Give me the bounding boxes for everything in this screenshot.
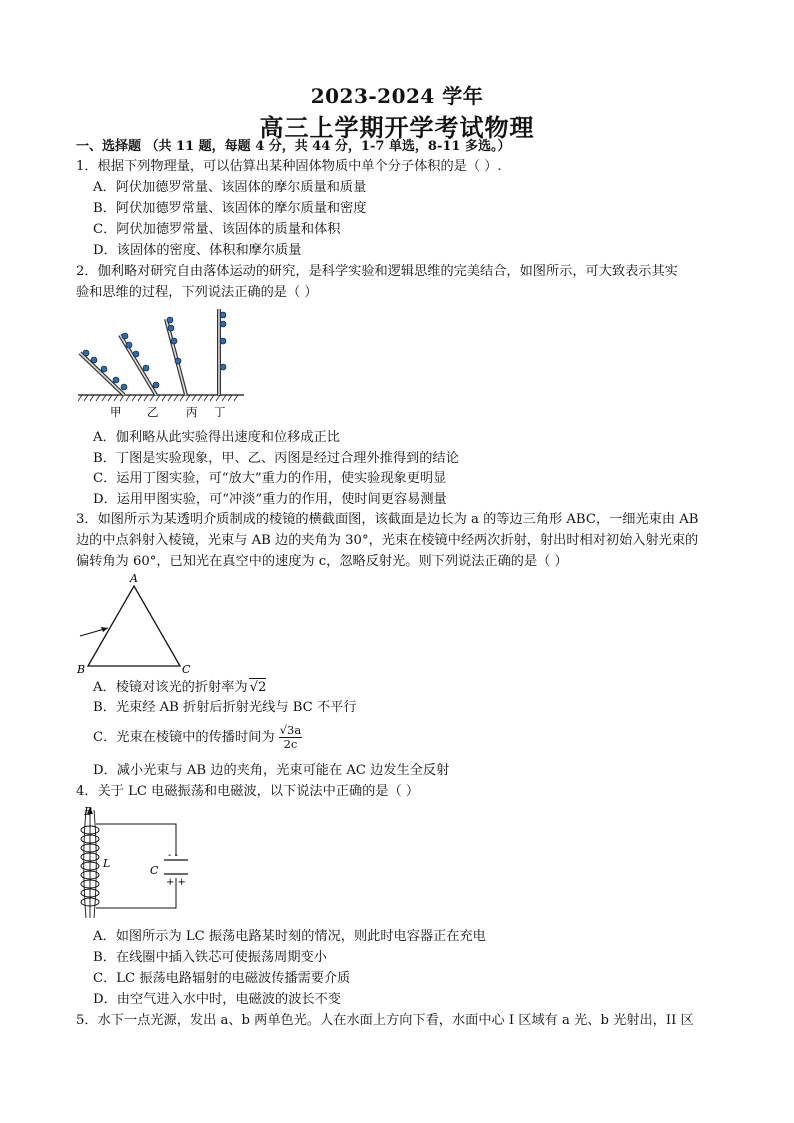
q2-stem-line1: 2．伽利略对研究自由落体运动的研究，是科学实验和逻辑思维的完美结合，如图所示，可大致表示其实 xyxy=(76,264,678,279)
q4-option-d: D．由空气进入水中时，电磁波的波长不变 xyxy=(93,992,341,1007)
q2-option-a: A．伽利略从此实验得出速度和位移成正比 xyxy=(93,430,340,445)
q1-option-a: A．阿伏加德罗常量、该固体的摩尔质量和质量 xyxy=(93,180,367,195)
q3-option-b: B．光束经 AB 折射后折射光线与 BC 不平行 xyxy=(93,700,357,715)
plate-charge-negative: - - xyxy=(168,850,178,861)
galileo-incline-figure xyxy=(76,305,246,423)
fraction-numerator: √3a xyxy=(279,723,302,737)
vertex-label-b: B xyxy=(77,663,86,674)
q3-option-c xyxy=(93,723,302,753)
figure-label-yi: 乙 xyxy=(147,405,159,419)
figure-label-ding: 丁 xyxy=(214,405,226,419)
lc-circuit-figure xyxy=(66,804,196,924)
circuit-wire-top xyxy=(96,824,176,856)
q1-stem: 1．根据下列物理量，可以估算出某种固体物质中单个分子体积的是（ ）. xyxy=(76,159,502,174)
q2-option-b: B．丁图是实验现象，甲、乙、丙图是经过合理外推得到的结论 xyxy=(93,451,459,466)
q1-option-c: C．阿伏加德罗常量、该固体的质量和体积 xyxy=(93,222,341,237)
q3-stem-line3: 偏转角为 60°，已知光在真空中的速度为 c，忽略反射光。则下列说法正确的是（ ） xyxy=(76,554,568,569)
q3-option-a-value: √2 xyxy=(249,680,267,695)
inductor-label-l: L xyxy=(103,857,111,870)
field-label-b: B xyxy=(84,805,93,818)
fraction-denominator: 2c xyxy=(283,737,298,751)
incline-bing xyxy=(166,317,186,395)
vertex-label-a: A xyxy=(130,572,138,585)
plate-charge-positive: + + xyxy=(166,877,186,888)
q3-option-c-fraction xyxy=(279,724,303,751)
q5-stem: 5．水下一点光源，发出 a、b 两单色光。人在水面上方向下看，水面中心 I 区域有 a 光、b 光射出，II 区 xyxy=(76,1013,694,1028)
q3-stem-line1: 3．如图所示为某透明介质制成的棱镜的横截面图，该截面是边长为 a 的等边三角形 ABC，一细光束由 AB xyxy=(76,512,699,527)
incline-ding xyxy=(219,309,226,395)
q1-option-b: B．阿伏加德罗常量、该固体的摩尔质量和密度 xyxy=(93,201,367,216)
q2-option-d: D．运用甲图实验，可“冲淡”重力的作用，使时间更容易测量 xyxy=(93,492,447,507)
figure-label-bing: 丙 xyxy=(186,405,198,419)
triangle-abc xyxy=(88,586,180,666)
q2-option-c: C．运用丁图实验，可“放大”重力的作用，使实验现象更明显 xyxy=(93,471,447,486)
q4-stem: 4．关于 LC 电磁振荡和电磁波，以下说法中正确的是（ ） xyxy=(76,784,420,799)
q3-stem-line2: 边的中点斜射入棱镜，光束与 AB 边的夹角为 30°，光束在棱镜中经两次折射，射出时相对初始入射光束的 xyxy=(76,533,699,548)
q2-stem-line2: 验和思维的过程，下列说法正确的是（ ） xyxy=(76,285,318,300)
exam-year: 2023-2024 学年 xyxy=(310,84,484,108)
q3-option-a xyxy=(93,678,266,697)
prism-figure xyxy=(72,572,198,674)
q1-option-d: D．该固体的密度、体积和摩尔质量 xyxy=(93,243,302,258)
capacitor-label-c: C xyxy=(150,864,159,877)
q3-option-c-text: C．光束在棱镜中的传播时间为 xyxy=(93,730,275,745)
q3-option-d: D．减小光束与 AB 边的夹角，光束可能在 AC 边发生全反射 xyxy=(93,763,450,778)
figure-label-jia: 甲 xyxy=(110,405,122,419)
circuit-wire-bottom xyxy=(96,878,176,908)
incline-jia xyxy=(80,350,127,395)
q4-option-b: B．在线圈中插入铁芯可使振荡周期变小 xyxy=(93,950,327,965)
q4-option-a: A．如图所示为 LC 振荡电路某时刻的情况，则此时电容器正在充电 xyxy=(93,929,486,944)
exam-title: 高三上学期开学考试物理 xyxy=(259,113,535,142)
section-heading: 一、选择题 （共 11 题，每题 4 分，共 44 分，1-7 单选，8-11 多选。） xyxy=(76,139,511,154)
vertex-label-c: C xyxy=(182,663,191,674)
q4-option-c: C．LC 振荡电路辐射的电磁波传播需要介质 xyxy=(93,971,351,986)
q3-option-a-text: A．棱镜对该光的折射率为 xyxy=(93,680,248,695)
